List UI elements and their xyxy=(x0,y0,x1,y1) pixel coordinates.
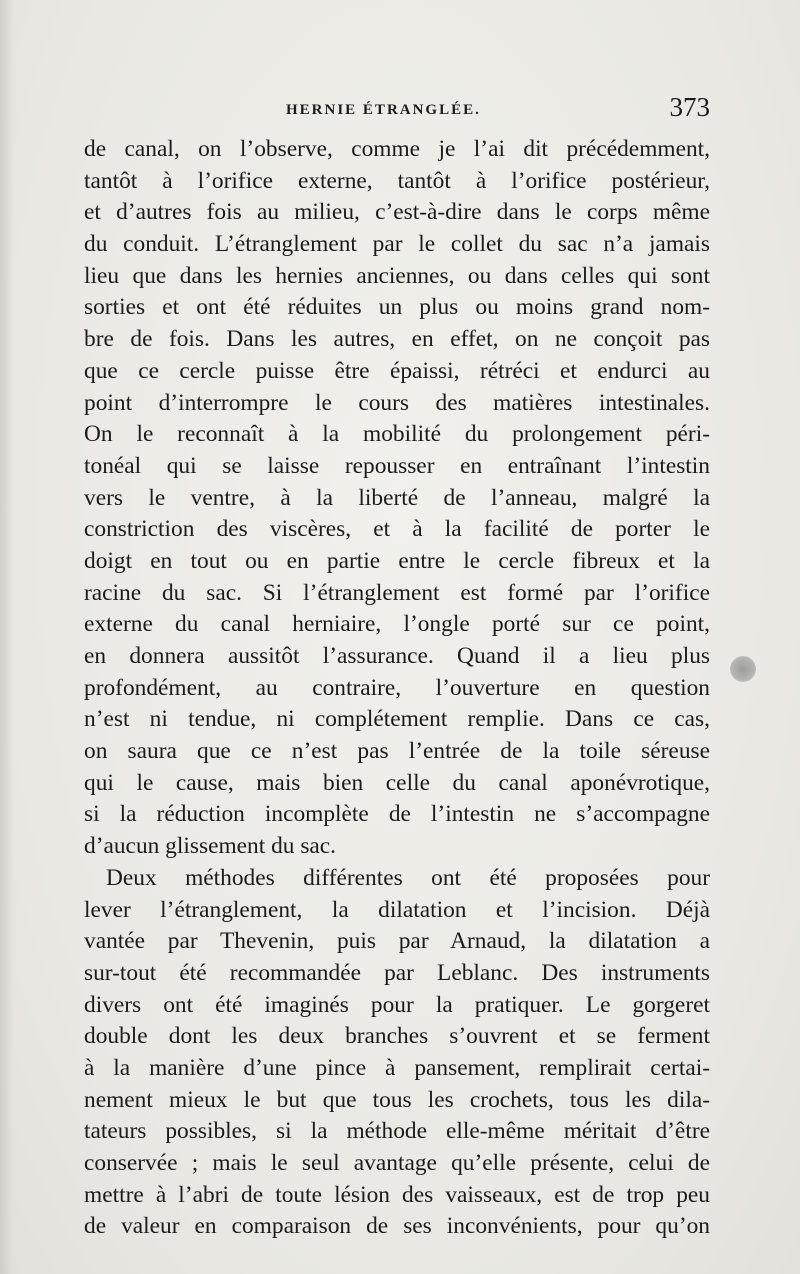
text-line: point d’interrompre le cours des matières intestinales. xyxy=(84,389,710,416)
text-line: constriction des viscères, et à la facilité de porter le xyxy=(84,516,710,543)
text-line: sur-tout été recommandée par Leblanc. Des instruments xyxy=(84,959,710,986)
text-line: nement mieux le but que tous les crochets, tous les dila- xyxy=(84,1086,710,1113)
text-line: que ce cercle puisse être épaissi, rétréci et endurci au xyxy=(84,357,710,384)
text-line: n’est ni tendue, ni complétement remplie. Dans ce cas, xyxy=(84,706,710,733)
text-line: tateurs possibles, si la méthode elle-même méritait d’être xyxy=(84,1118,710,1145)
text-line: en donnera aussitôt l’assurance. Quand il a lieu plus xyxy=(84,643,710,669)
text-line: si la réduction incomplète de l’intestin ne s’accompagne xyxy=(84,801,710,828)
text-line: divers ont été imaginés pour la pratiquer. Le gorgeret xyxy=(84,991,710,1018)
text-line: de valeur en comparaison de ses inconvénients, pour qu’on xyxy=(84,1213,710,1240)
text-line: profondément, au contraire, l’ouverture en question xyxy=(84,674,710,701)
text-line: lieu que dans les hernies anciennes, ou dans celles qui sont xyxy=(84,262,710,289)
text-line: qui le cause, mais bien celle du canal aponévrotique, xyxy=(84,769,710,796)
text-line: d’aucun glissement du sac. xyxy=(84,833,337,860)
paper-stain xyxy=(730,656,756,682)
text-line: On le reconnaît à la mobilité du prolongement péri- xyxy=(84,421,710,448)
gutter-shadow xyxy=(0,0,14,1274)
text-line: Deux méthodes différentes ont été proposées pour xyxy=(106,864,710,891)
text-line: tonéal qui se laisse repousser en entraînant l’intestin xyxy=(84,452,710,479)
page-header xyxy=(84,92,714,122)
page-number: 373 xyxy=(669,92,710,122)
text-line: bre de fois. Dans les autres, en effet, on ne conçoit pas xyxy=(84,326,710,353)
text-line: externe du canal herniaire, l’ongle porté sur ce point, xyxy=(84,611,710,638)
text-line: vers le ventre, à la liberté de l’anneau, malgré la xyxy=(84,484,710,511)
text-line: de canal, on l’observe, comme je l’ai dit précédemment, xyxy=(84,136,710,162)
text-line: conservée ; mais le seul avantage qu’elle présente, celui de xyxy=(84,1150,710,1176)
running-head: HERNIE ÉTRANGLÉE. xyxy=(286,102,481,118)
text-line: doigt en tout ou en partie entre le cercle fibreux et la xyxy=(84,547,710,574)
text-line: à la manière d’une pince à pansement, remplirait certai- xyxy=(84,1054,710,1081)
text-line: double dont les deux branches s’ouvrent et se ferment xyxy=(84,1023,710,1050)
text-line: on saura que ce n’est pas l’entrée de la toile séreuse xyxy=(84,738,710,765)
body-text xyxy=(84,134,710,1243)
text-line: tantôt à l’orifice externe, tantôt à l’orifice postérieur, xyxy=(84,167,710,194)
text-line: du conduit. L’étranglement par le collet du sac n’a jamais xyxy=(84,231,710,258)
text-line: racine du sac. Si l’étranglement est formé par l’orifice xyxy=(84,579,710,606)
text-line: sorties et ont été réduites un plus ou moins grand nom- xyxy=(84,294,710,321)
paragraph xyxy=(84,863,710,1243)
text-line: vantée par Thevenin, puis par Arnaud, la dilatation a xyxy=(84,928,710,955)
text-line: mettre à l’abri de toute lésion des vaisseaux, est de trop peu xyxy=(84,1181,710,1208)
text-line: et d’autres fois au milieu, c’est-à-dire dans le corps même xyxy=(84,199,710,226)
paragraph xyxy=(84,134,710,863)
text-line: lever l’étranglement, la dilatation et l’incision. Déjà xyxy=(84,896,710,923)
